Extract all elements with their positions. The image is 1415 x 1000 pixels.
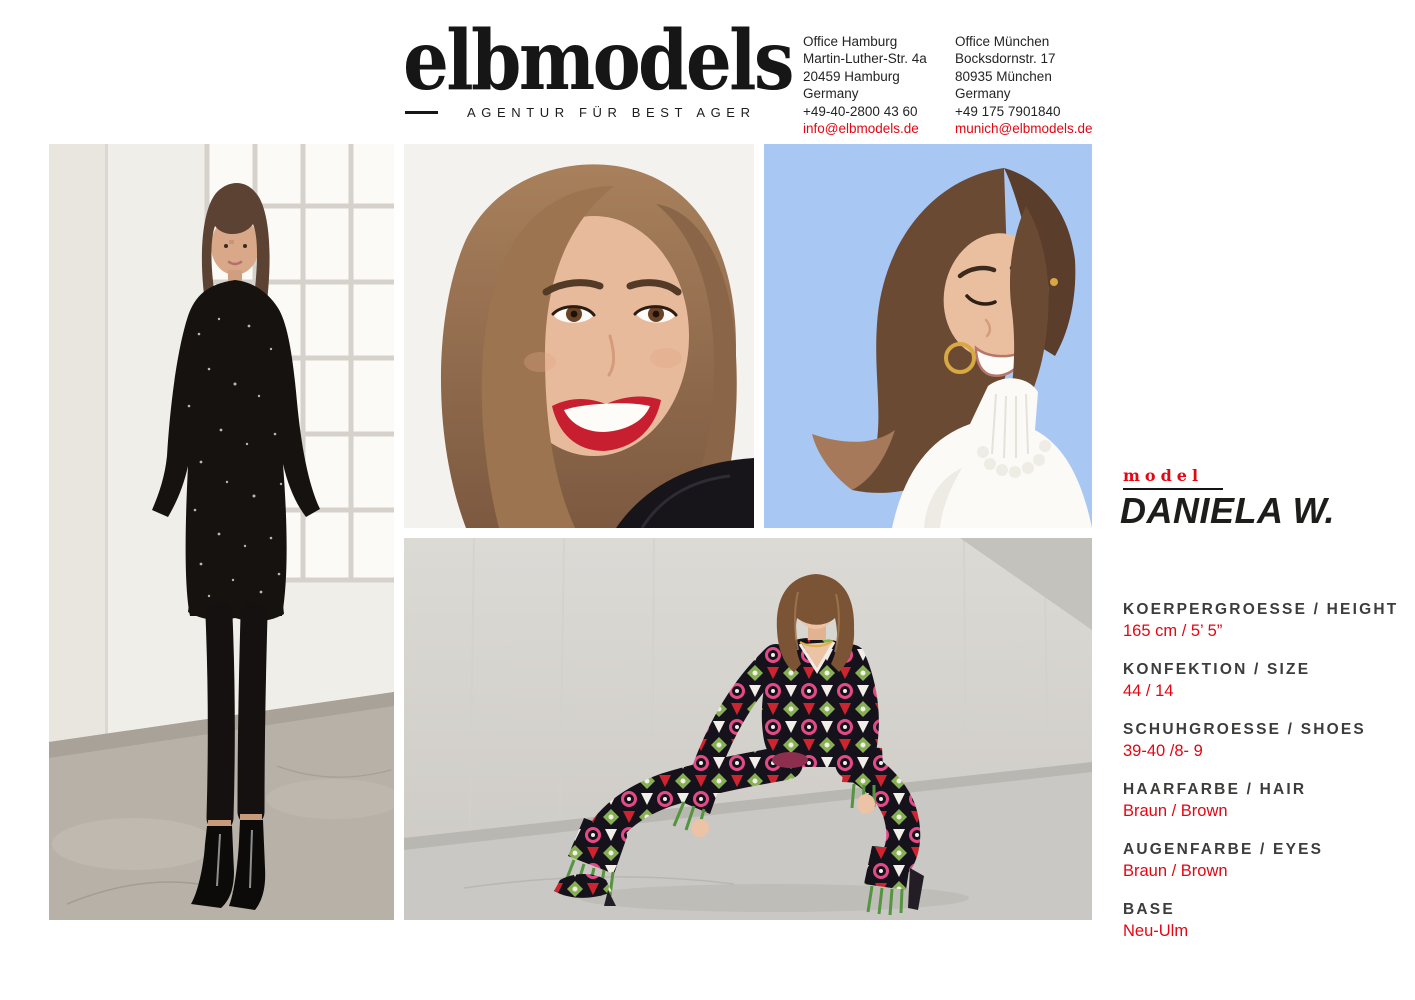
office-munich-email-link[interactable]: munich@elbmodels.de bbox=[955, 121, 1093, 137]
stat-size-value: 44 / 14 bbox=[1123, 682, 1174, 700]
photo-fullbody bbox=[49, 144, 394, 920]
model-label-block bbox=[1123, 466, 1223, 490]
photo-blue-portrait-illustration bbox=[764, 144, 1092, 528]
office-munich-street: Bocksdornstr. 17 bbox=[955, 51, 1056, 67]
stat-hair-label: HAARFARBE / HAIR bbox=[1123, 781, 1307, 798]
stat-height-label: KOERPERGROESSE / HEIGHT bbox=[1123, 601, 1399, 618]
photo-street-crouch bbox=[404, 538, 1092, 920]
photo-street-crouch-illustration bbox=[404, 538, 1092, 920]
model-name: DANIELA W. bbox=[1120, 490, 1335, 531]
stat-base-label: BASE bbox=[1123, 901, 1175, 918]
office-hamburg-email-link[interactable]: info@elbmodels.de bbox=[803, 121, 919, 137]
stat-size-label: KONFEKTION / SIZE bbox=[1123, 661, 1311, 678]
stat-eyes-label: AUGENFARBE / EYES bbox=[1123, 841, 1324, 858]
office-munich-block bbox=[955, 33, 1093, 137]
stat-hair bbox=[1123, 780, 1408, 821]
stat-size bbox=[1123, 660, 1408, 701]
office-munich-name: Office München bbox=[955, 34, 1050, 49]
stat-eyes bbox=[1123, 840, 1408, 881]
stat-shoes bbox=[1123, 720, 1408, 761]
office-hamburg-country: Germany bbox=[803, 86, 859, 102]
office-hamburg-street: Martin-Luther-Str. 4a bbox=[803, 51, 927, 67]
office-munich-phone: +49 175 7901840 bbox=[955, 103, 1061, 119]
agency-logo: elbmodels bbox=[403, 13, 792, 109]
agency-tagline: AGENTUR FÜR BEST AGER bbox=[467, 105, 756, 120]
stat-height-value: 165 cm / 5’ 5” bbox=[1123, 622, 1223, 640]
office-munich-city: 80935 München bbox=[955, 68, 1052, 84]
photo-headshot-illustration bbox=[404, 144, 754, 528]
agency-tagline-row bbox=[405, 105, 757, 120]
photo-headshot bbox=[404, 144, 754, 528]
stat-base bbox=[1123, 900, 1408, 941]
office-hamburg-phone: +49-40-2800 43 60 bbox=[803, 103, 918, 119]
model-stats bbox=[1123, 600, 1408, 960]
stat-hair-value: Braun / Brown bbox=[1123, 802, 1228, 820]
stat-eyes-value: Braun / Brown bbox=[1123, 862, 1228, 880]
tagline-dash bbox=[405, 111, 438, 114]
office-hamburg-block bbox=[803, 33, 927, 137]
stat-shoes-label: SCHUHGROESSE / SHOES bbox=[1123, 721, 1366, 738]
office-hamburg-name: Office Hamburg bbox=[803, 34, 898, 49]
photo-blue-portrait bbox=[764, 144, 1092, 528]
stat-height bbox=[1123, 600, 1408, 641]
stat-base-value: Neu-Ulm bbox=[1123, 922, 1189, 940]
office-munich-country: Germany bbox=[955, 86, 1011, 102]
office-hamburg-city: 20459 Hamburg bbox=[803, 68, 900, 84]
model-label: model bbox=[1123, 466, 1204, 485]
photo-fullbody-illustration bbox=[49, 144, 394, 920]
stat-shoes-value: 39-40 /8- 9 bbox=[1123, 742, 1203, 760]
